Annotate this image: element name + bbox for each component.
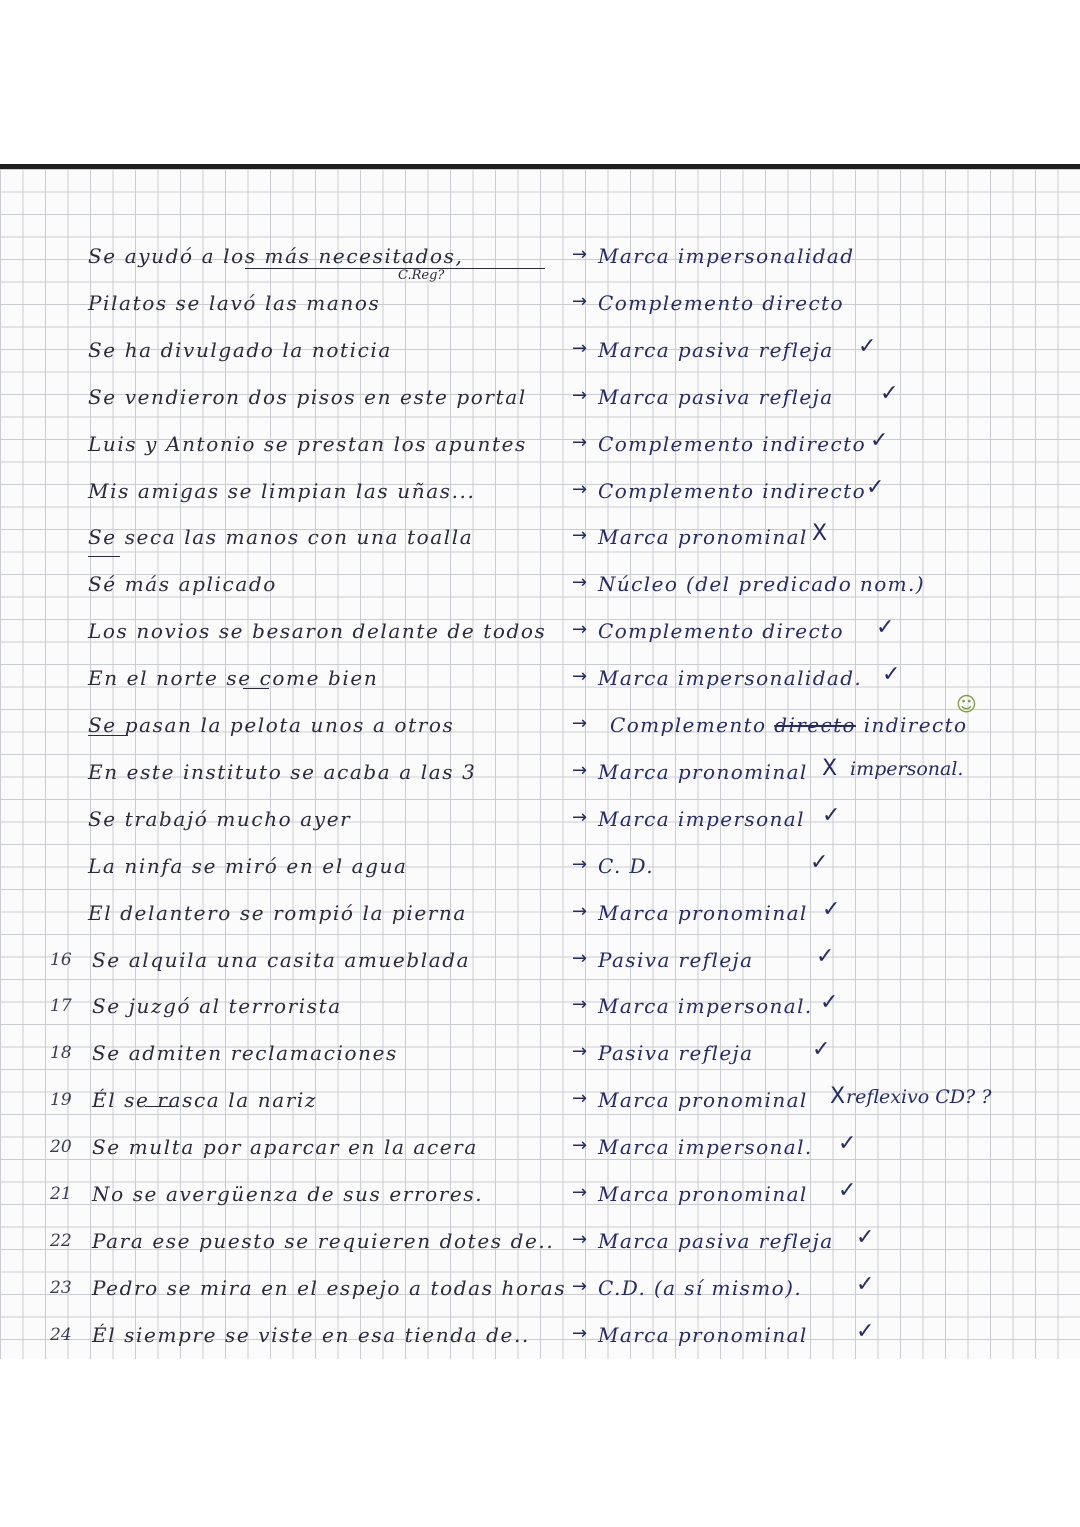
answer-text: Marca impersonal. (598, 1135, 813, 1160)
item-number: 22 (50, 1230, 72, 1251)
arrow-icon: → (572, 947, 588, 969)
answer-text: Complemento directo (598, 290, 844, 315)
underline (88, 735, 128, 736)
sentence-text: Él se rasca la nariz (92, 1088, 318, 1113)
arrow-icon: → (572, 853, 588, 875)
answer-text: C.D. (a sí mismo). (598, 1275, 803, 1300)
exercise-row (0, 707, 1080, 755)
answer-text: Complemento directo (598, 619, 844, 644)
exercise-row (0, 1035, 1080, 1083)
sentence-text: Para ese puesto se requieren dotes de.. (92, 1228, 555, 1253)
arrow-icon: → (572, 713, 588, 734)
answer-text: Núcleo (del predicado nom.) (598, 572, 925, 597)
exercise-row (0, 519, 1080, 567)
check-mark-icon: ✓ (880, 380, 899, 406)
margin-note: C.Reg? (398, 268, 445, 283)
arrow-icon: → (572, 525, 588, 547)
item-number: 23 (50, 1277, 72, 1298)
exercise-row (0, 285, 1080, 333)
arrow-icon: → (572, 994, 588, 1016)
sentence-text: Se juzgó al terrorista (92, 994, 342, 1019)
wrong-mark-icon: X (830, 1084, 846, 1110)
page-bottom-margin (0, 1359, 1080, 1527)
sentence-text: Se ha divulgado la noticia (88, 337, 392, 362)
sentence-text: Mis amigas se limpian las uñas... (88, 478, 476, 503)
answer-text: Marca pasiva refleja (598, 337, 834, 362)
exercise-row (0, 1129, 1080, 1177)
check-mark-icon: ✓ (838, 1131, 857, 1157)
sentence-text: Luis y Antonio se prestan los apuntes (88, 431, 527, 456)
arrow-icon: → (572, 572, 588, 594)
sentence-text: El delantero se rompió la pierna (88, 900, 467, 925)
exercise-row (0, 848, 1080, 896)
answer-text: Pasiva refleja (598, 947, 754, 972)
check-mark-icon: ✓ (820, 990, 839, 1016)
check-mark-icon: ✓ (858, 333, 877, 359)
answer-text: Marca pronominal (598, 1182, 808, 1206)
arrow-icon: → (572, 244, 588, 265)
arrow-icon: → (572, 290, 588, 312)
exercise-row (0, 238, 1080, 286)
exercise-row (0, 988, 1080, 1036)
answer-text: C. D. (598, 853, 654, 878)
arrow-icon: → (572, 1135, 588, 1157)
sentence-text: Se multa por aparcar en la acera (92, 1135, 478, 1160)
answer-text: Pasiva refleja (598, 1041, 754, 1066)
arrow-icon: → (572, 337, 588, 359)
page-top-margin (0, 0, 1080, 166)
check-mark-icon: ✓ (870, 427, 889, 453)
item-number: 21 (50, 1184, 72, 1204)
sentence-text: Se alquila una casita amueblada (92, 947, 471, 972)
arrow-icon: → (572, 1182, 588, 1203)
answer-crossed-out: directo (774, 713, 856, 737)
check-mark-icon: ✓ (822, 896, 841, 922)
arrow-icon: → (572, 431, 588, 453)
exercise-row (0, 473, 1080, 521)
item-number: 18 (50, 1043, 72, 1064)
underline (245, 268, 545, 269)
sentence-text: Los novios se besaron delante de todos (88, 619, 547, 644)
wrong-mark-icon: X (822, 755, 838, 781)
exercise-row (0, 379, 1080, 427)
arrow-icon: → (572, 619, 588, 641)
answer-correction: indirecto (863, 713, 968, 737)
exercise-row (0, 1270, 1080, 1318)
answer-text: Complemento indirecto (598, 431, 867, 456)
check-mark-icon: ✓ (866, 474, 885, 500)
exercise-row (0, 613, 1080, 661)
margin-correction: reflexivo CD? ? (846, 1086, 992, 1109)
answer-text: Marca impersonalidad. (598, 666, 863, 691)
sentence-text: En este instituto se acaba a las 3 (88, 759, 477, 784)
check-mark-icon: ✓ (816, 943, 835, 969)
answer-text: Marca impersonalidad (598, 244, 855, 268)
sentence-text: No se avergüenza de sus errores. (92, 1182, 484, 1206)
underline (145, 1106, 175, 1107)
underline (243, 688, 269, 689)
sentence-text: Se trabajó mucho ayer (88, 806, 352, 831)
arrow-icon: → (572, 1322, 588, 1344)
check-mark-icon: ✓ (838, 1178, 857, 1203)
arrow-icon: → (572, 900, 588, 922)
margin-correction: impersonal. (850, 757, 964, 780)
exercise-row (0, 1223, 1080, 1271)
sentence-text: Se seca las manos con una toalla (88, 525, 474, 550)
check-mark-icon: ✓ (822, 802, 841, 828)
arrow-icon: → (572, 806, 588, 828)
exercise-row (0, 660, 1080, 708)
item-number: 19 (50, 1090, 72, 1111)
answer-text: Marca pasiva refleja (598, 384, 834, 409)
item-number: 24 (50, 1324, 72, 1345)
exercise-row (0, 801, 1080, 849)
exercise-row (0, 332, 1080, 380)
sentence-text: Se admiten reclamaciones (92, 1041, 398, 1066)
exercise-row (0, 566, 1080, 614)
exercise-row (0, 426, 1080, 474)
answer-text: Marca pasiva refleja (598, 1228, 834, 1253)
sentence-text: Se vendieron dos pisos en este portal (88, 384, 527, 409)
arrow-icon: → (572, 1088, 588, 1110)
answer-text: Complemento indirecto (598, 478, 867, 503)
answer-text: Marca impersonal. (598, 994, 813, 1019)
exercise-row (0, 895, 1080, 943)
item-number: 20 (50, 1137, 72, 1158)
sentence-text: Sé más aplicado (88, 572, 277, 597)
check-mark-icon: ✓ (812, 1037, 831, 1063)
exercise-row (0, 1176, 1080, 1224)
sentence-text: La ninfa se miró en el agua (88, 853, 408, 878)
answer-text: Marca impersonal (598, 806, 805, 831)
sentence-text: Pedro se mira en el espejo a todas horas (92, 1275, 567, 1300)
sentence-text: Se pasan la pelota unos a otros (88, 713, 455, 737)
sentence-text: Pilatos se lavó las manos (88, 290, 381, 315)
check-mark-icon: ✓ (856, 1224, 875, 1250)
arrow-icon: → (572, 666, 588, 688)
check-mark-icon: ✓ (810, 849, 829, 875)
sentence-text: En el norte se come bien (88, 666, 379, 691)
sentence-text: Se ayudó a los más necesitados, (88, 244, 464, 268)
doodle-icon: ☺ (956, 692, 977, 716)
arrow-icon: → (572, 384, 588, 406)
check-mark-icon: ✓ (882, 662, 901, 688)
check-mark-icon: ✓ (856, 1271, 875, 1297)
exercise-row (0, 942, 1080, 990)
underline (88, 556, 120, 557)
check-mark-icon: ✓ (876, 615, 895, 641)
item-number: 16 (50, 949, 72, 970)
answer-text: Marca pronominal (598, 1322, 808, 1347)
answer-text: Marca pronominal (598, 525, 808, 550)
answer-text (610, 713, 968, 737)
answer-prefix: Complemento (610, 713, 767, 737)
answer-text: Marca pronominal (598, 1088, 808, 1113)
arrow-icon: → (572, 478, 588, 500)
check-mark-icon: ✓ (856, 1318, 875, 1344)
answer-text: Marca pronominal (598, 759, 808, 784)
exercise-row (0, 1317, 1080, 1365)
arrow-icon: → (572, 1228, 588, 1250)
arrow-icon: → (572, 759, 588, 781)
wrong-mark-icon: X (812, 521, 828, 547)
arrow-icon: → (572, 1041, 588, 1063)
arrow-icon: → (572, 1275, 588, 1297)
sentence-text: Él siempre se viste en esa tienda de.. (92, 1322, 530, 1347)
exercise-row (0, 754, 1080, 802)
item-number: 17 (50, 996, 72, 1017)
answer-text: Marca pronominal (598, 900, 808, 925)
